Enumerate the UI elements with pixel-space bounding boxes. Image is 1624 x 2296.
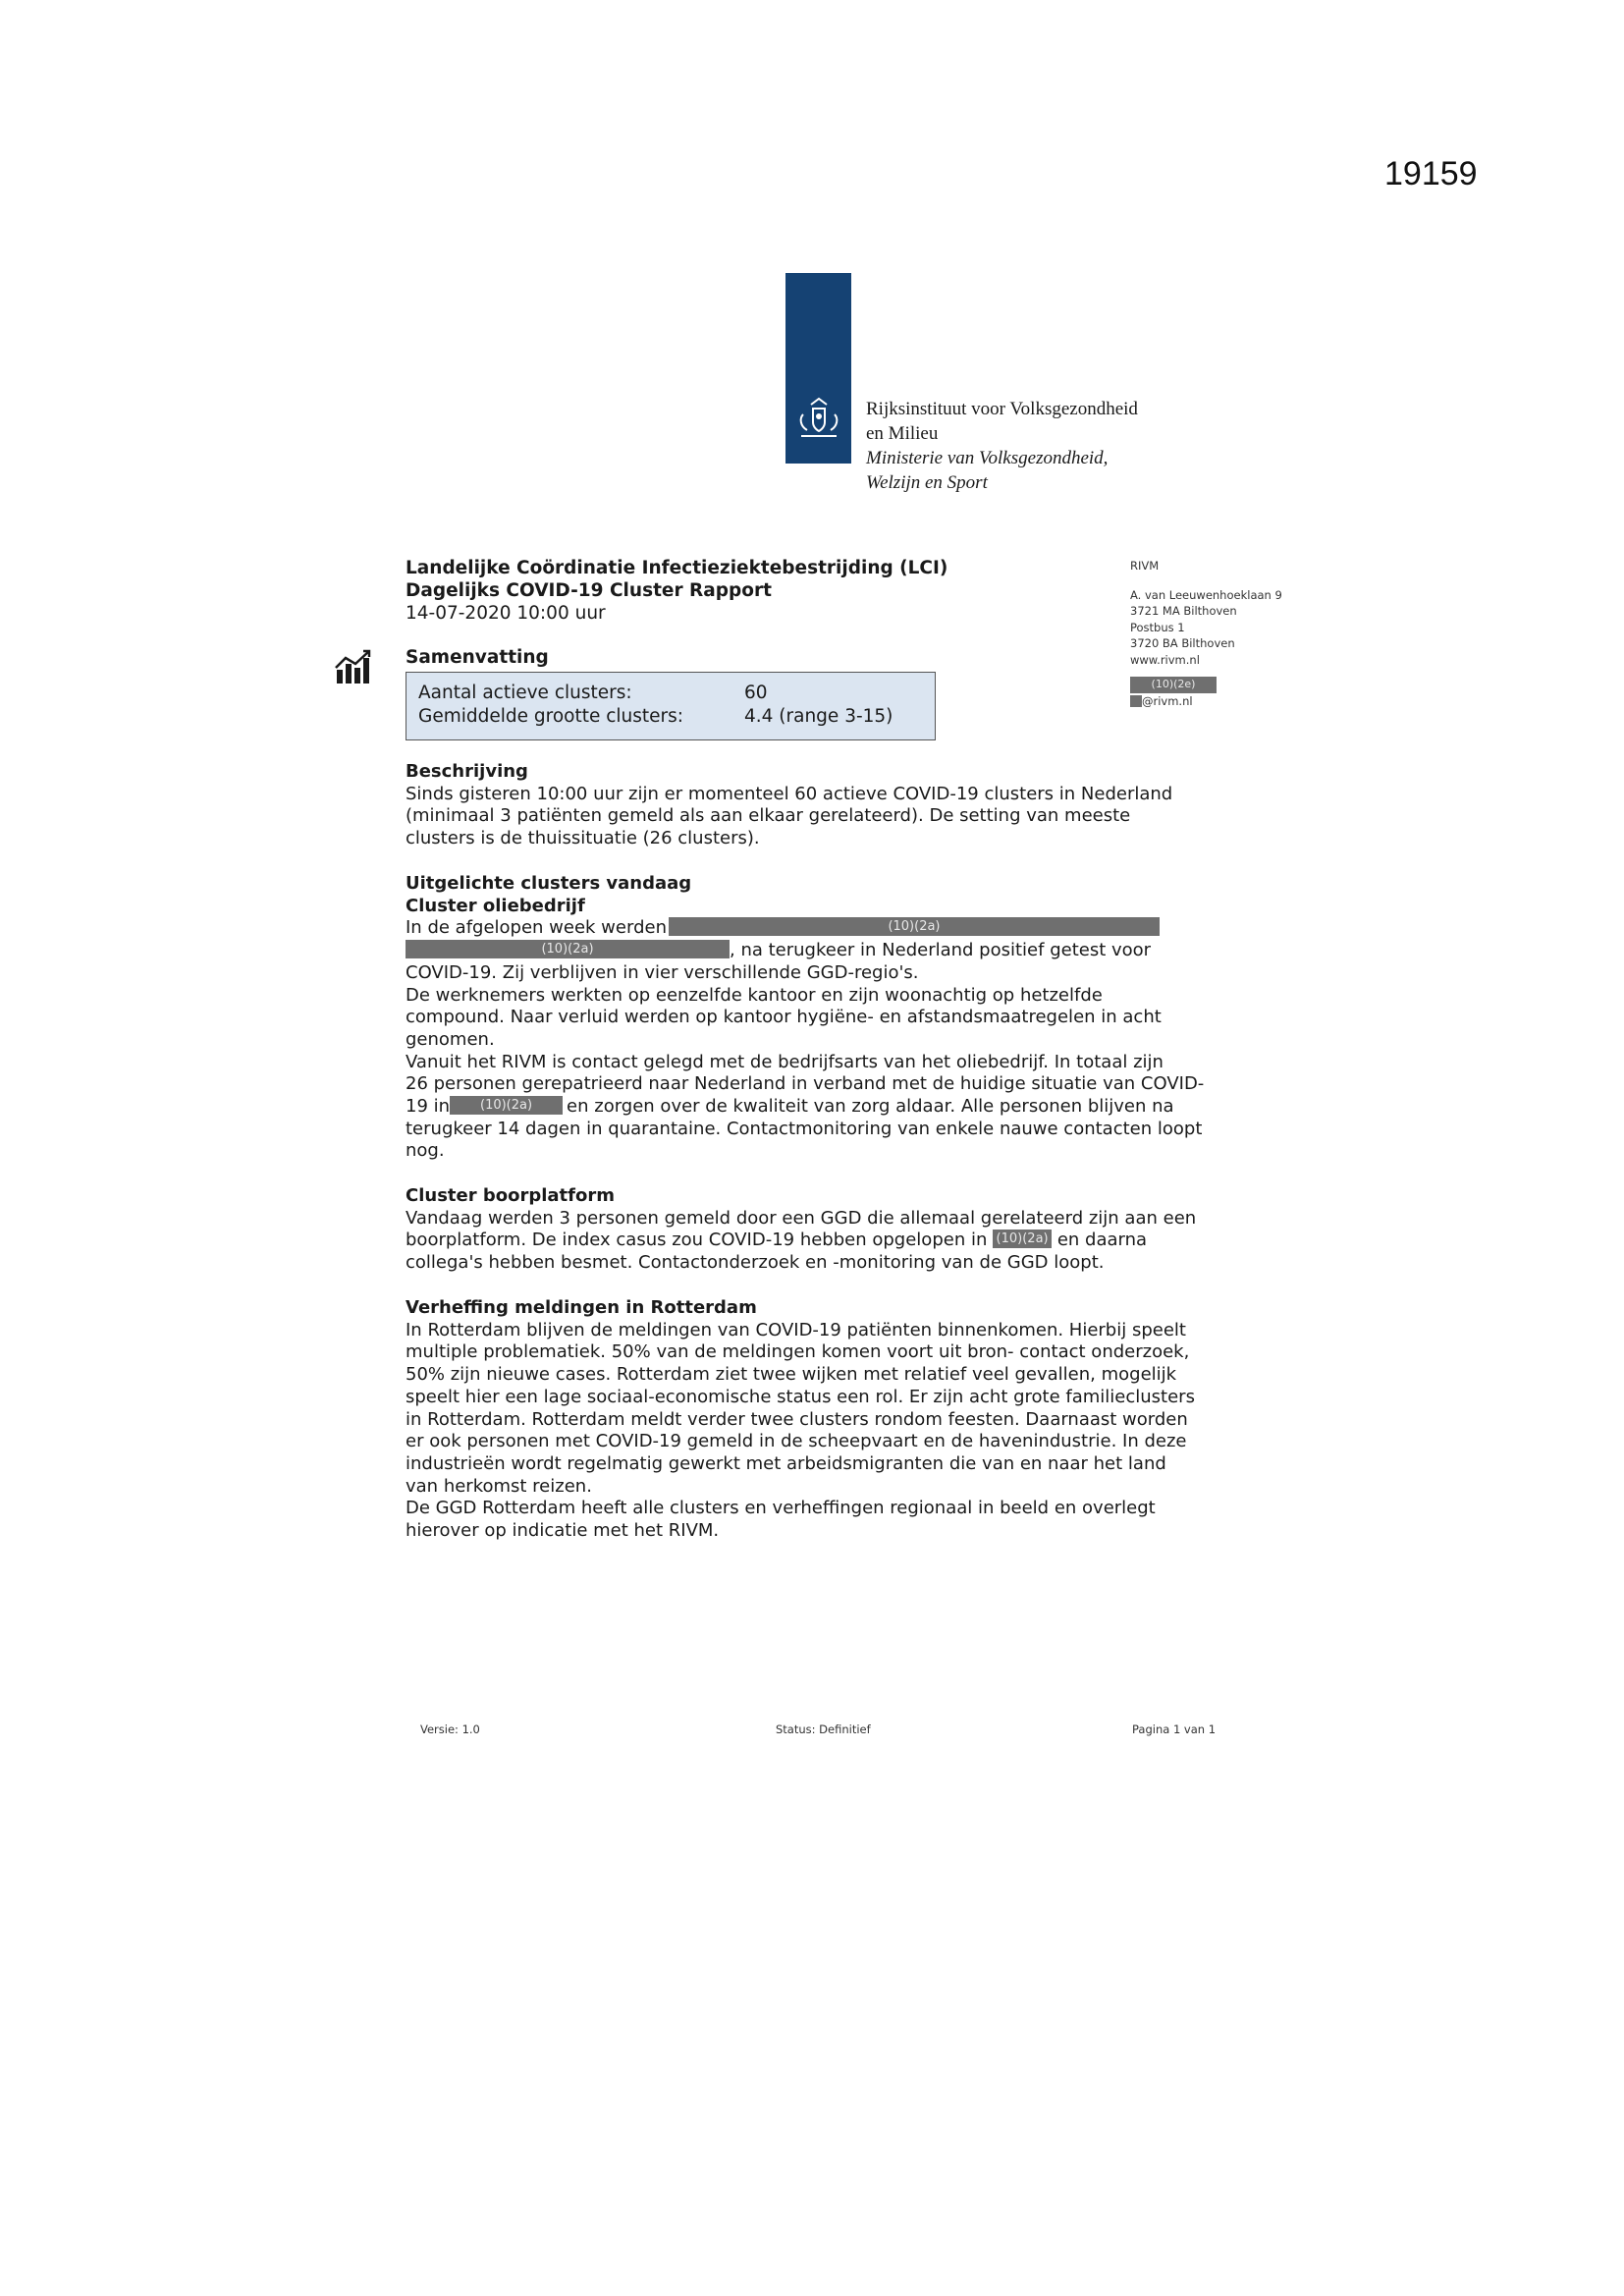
- summary-label-active: Aantal actieve clusters:: [418, 683, 632, 703]
- address-block: [1130, 558, 1282, 709]
- paragraph-line: 26 personen gerepatrieerd naar Nederland in verband met de huidige situatie van COVID-: [406, 1073, 1205, 1095]
- section-title: Beschrijving: [406, 761, 528, 782]
- ministry-line2: Welzijn en Sport: [866, 472, 988, 493]
- text-span: , na terugkeer in Nederland positief getest voor: [730, 940, 1152, 961]
- paragraph-line: COVID-19. Zij verblijven in vier verschillende GGD-regio's.: [406, 961, 919, 983]
- footer-page: Pagina 1 van 1: [1132, 1722, 1217, 1736]
- paragraph-line: industrieën wordt regelmatig gewerkt met arbeidsmigranten die van en naar het land: [406, 1452, 1166, 1474]
- org-name-line2: en Milieu: [866, 423, 939, 444]
- address-pobox: Postbus 1: [1130, 620, 1185, 634]
- paragraph-line: [406, 917, 1250, 940]
- paragraph-line: nog.: [406, 1140, 445, 1162]
- redacted-email-prefix: [1130, 695, 1142, 707]
- text-span: en zorgen over de kwaliteit van zorg aldaar. Alle personen blijven na: [567, 1096, 1174, 1118]
- text-span: boorplatform. De index casus zou COVID-19 hebben opgelopen in: [406, 1230, 988, 1251]
- address-email-suffix: @rivm.nl: [1142, 693, 1193, 708]
- paragraph-line: 50% zijn nieuwe cases. Rotterdam ziet twee wijken met relatief veel gevallen, mogelijk: [406, 1364, 1177, 1386]
- summary-box: [406, 672, 936, 740]
- text-span: 19 in: [406, 1096, 451, 1118]
- subsection-title: Cluster oliebedrijf: [406, 895, 585, 916]
- footer-version: Versie: 1.0: [420, 1722, 480, 1736]
- redacted-contact-name: (10)(2e): [1130, 677, 1217, 693]
- redacted-block: (10)(2a): [993, 1230, 1052, 1248]
- section-title: Cluster boorplatform: [406, 1185, 615, 1206]
- paragraph-line: multiple problematiek. 50% van de meldingen komen voort uit bron- contact onderzoek,: [406, 1341, 1190, 1363]
- paragraph-line: (minimaal 3 patiënten gemeld als aan elkaar gerelateerd). De setting van meeste: [406, 805, 1131, 827]
- paragraph-line: [406, 940, 1250, 962]
- text-span: In de afgelopen week werden: [406, 917, 667, 939]
- paragraph-line: De werknemers werkten op eenzelfde kantoor en zijn woonachtig op hetzelfde: [406, 984, 1103, 1006]
- redacted-block: (10)(2a): [450, 1096, 563, 1115]
- paragraph-line: genomen.: [406, 1028, 495, 1050]
- paragraph-line: De GGD Rotterdam heeft alle clusters en verheffingen regionaal in beeld en overlegt: [406, 1498, 1156, 1519]
- address-org: RIVM: [1130, 559, 1160, 573]
- paragraph-line: Vandaag werden 3 personen gemeld door een GGD die allemaal gerelateerd zijn aan een: [406, 1207, 1197, 1229]
- ministry-line1: Ministerie van Volksgezondheid,: [866, 448, 1109, 468]
- section-title: Verheffing meldingen in Rotterdam: [406, 1297, 757, 1318]
- org-name-line1: Rijksinstituut voor Volksgezondheid: [866, 399, 1138, 419]
- summary-title: Samenvatting: [406, 647, 549, 668]
- paragraph-line: collega's hebben besmet. Contactonderzoek en -monitoring van de GGD loopt.: [406, 1252, 1105, 1274]
- footer-status: Status: Definitief: [776, 1722, 871, 1736]
- address-web: www.rivm.nl: [1130, 652, 1200, 667]
- paragraph-line: clusters is de thuissituatie (26 clusters).: [406, 828, 760, 849]
- section-title: Uitgelichte clusters vandaag: [406, 873, 692, 894]
- paragraph-line: speelt hier een lage sociaal-economische status een rol. Er zijn acht grote familieclusters: [406, 1386, 1195, 1407]
- paragraph-line: [406, 1230, 1250, 1252]
- section-beschrijving: [406, 761, 1250, 850]
- redacted-block: (10)(2a): [406, 940, 730, 958]
- report-org-title: Landelijke Coördinatie Infectieziektebestrijding (LCI): [406, 558, 948, 578]
- document-number: 19159: [1384, 155, 1478, 192]
- chart-icon: [334, 648, 373, 685]
- summary-value-size: 4.4 (range 3-15): [744, 706, 893, 727]
- paragraph-line: compound. Naar verluid werden op kantoor hygiëne- en afstandsmaatregelen in acht: [406, 1007, 1162, 1028]
- section-rotterdam: [406, 1297, 1250, 1543]
- paragraph-line: in Rotterdam. Rotterdam meldt verder twee clusters rondom feesten. Daarnaast worden: [406, 1408, 1188, 1430]
- paragraph-line: hierover op indicatie met het RIVM.: [406, 1520, 720, 1542]
- coat-of-arms-icon: [793, 393, 844, 444]
- paragraph-line: terugkeer 14 dagen in quarantaine. Contactmonitoring van enkele nauwe contacten loopt: [406, 1118, 1203, 1139]
- section-uitgelicht: [406, 873, 1250, 1163]
- paragraph-line: Sinds gisteren 10:00 uur zijn er momenteel 60 actieve COVID-19 clusters in Nederland: [406, 783, 1173, 804]
- paragraph-line: van herkomst reizen.: [406, 1475, 592, 1497]
- summary-value-active: 60: [744, 683, 768, 703]
- text-span: en daarna: [1056, 1230, 1148, 1251]
- address-city: 3721 MA Bilthoven: [1130, 604, 1237, 618]
- address-street: A. van Leeuwenhoeklaan 9: [1130, 587, 1282, 602]
- redacted-block: (10)(2a): [669, 917, 1160, 936]
- paragraph-line: er ook personen met COVID-19 gemeld in de scheepvaart en de havenindustrie. In deze: [406, 1431, 1187, 1452]
- address-pobox-city: 3720 BA Bilthoven: [1130, 636, 1235, 650]
- paragraph-line: In Rotterdam blijven de meldingen van COVID-19 patiënten binnenkomen. Hierbij speelt: [406, 1319, 1186, 1340]
- report-datetime: 14-07-2020 10:00 uur: [406, 603, 606, 624]
- report-title: Dagelijks COVID-19 Cluster Rapport: [406, 580, 772, 601]
- summary-label-size: Gemiddelde grootte clusters:: [418, 706, 684, 727]
- paragraph-line: [406, 1096, 1250, 1119]
- section-boorplatform: [406, 1185, 1250, 1275]
- paragraph-line: Vanuit het RIVM is contact gelegd met de bedrijfsarts van het oliebedrijf. In totaal zijn: [406, 1051, 1164, 1072]
